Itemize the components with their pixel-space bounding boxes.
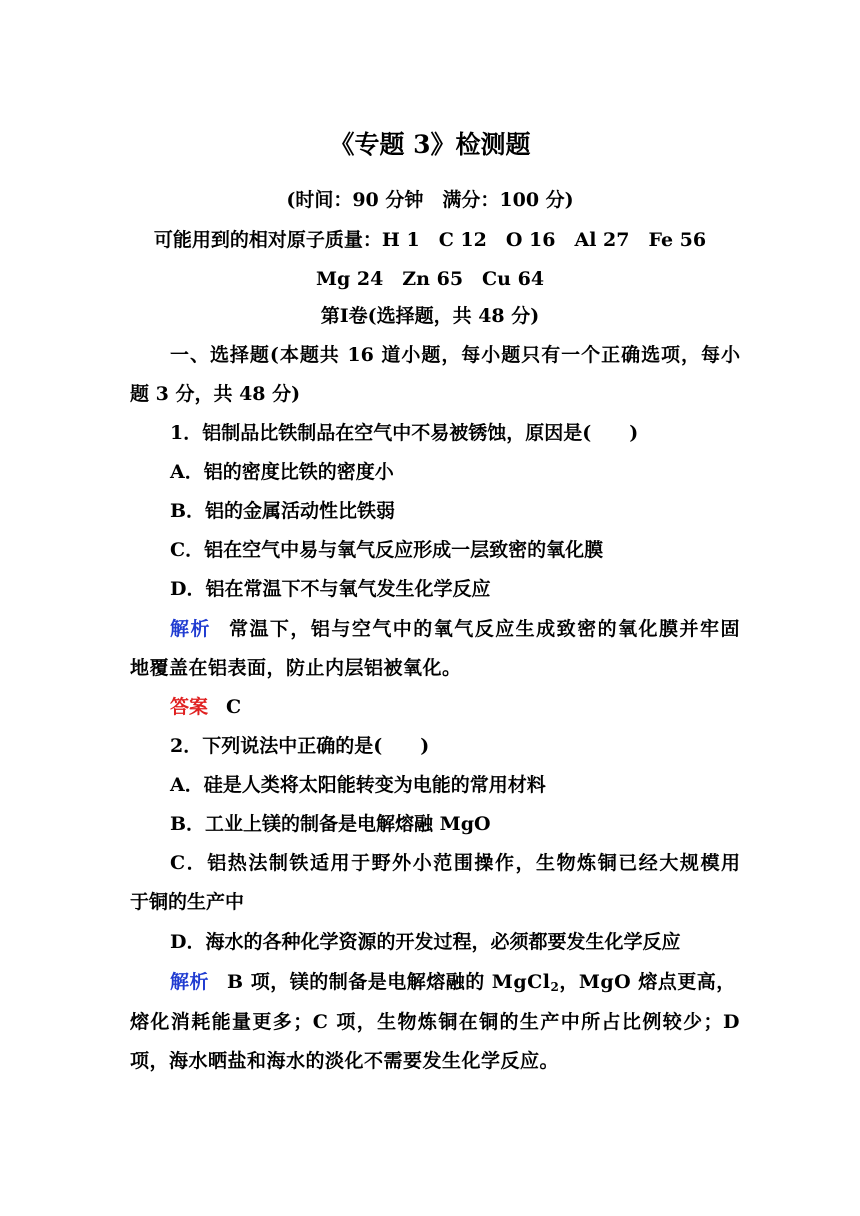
section-heading-line-2: 题 3 分，共 48 分)	[130, 383, 301, 405]
question-1-answer	[170, 695, 740, 719]
subscript: 2	[550, 980, 560, 994]
question-1-option-c: C．铝在空气中易与氧气反应形成一层致密的氧化膜	[170, 539, 604, 561]
analysis-label: 解析	[170, 971, 210, 993]
question-2-analysis-line-1	[170, 970, 740, 994]
page-title: 《专题 3》检测题	[329, 130, 531, 159]
answer-value: C	[226, 696, 242, 718]
analysis-text: 常温下，铝与空气中的氧气反应生成致密的氧化膜并牢固	[228, 618, 740, 640]
analysis-text-a: B 项，镁的制备是电解熔融的 MgCl	[227, 971, 551, 993]
question-2-analysis-line-3: 项，海水晒盐和海水的淡化不需要发生化学反应。	[130, 1050, 560, 1072]
question-1-stem: 1．铝制品比铁制品在空气中不易被锈蚀，原因是( )	[170, 422, 639, 444]
question-1-option-d: D．铝在常温下不与氧气发生化学反应	[170, 578, 491, 600]
question-2-option-b: B．工业上镁的制备是电解熔融 MgO	[170, 813, 491, 835]
question-1-option-b: B．铝的金属活动性比铁弱	[170, 500, 396, 522]
question-2-option-d: D．海水的各种化学资源的开发过程，必须都要发生化学反应	[170, 931, 681, 953]
question-2-stem: 2．下列说法中正确的是( )	[170, 735, 430, 757]
time-info: (时间：90 分钟 满分：100 分)	[286, 189, 574, 211]
analysis-text-b: ，MgO 熔点更高，	[559, 971, 736, 993]
analysis-label: 解析	[170, 618, 211, 640]
question-2-option-a: A．硅是人类将太阳能转变为电能的常用材料	[170, 774, 546, 796]
question-2-option-c-line-1: C．铝热法制铁适用于野外小范围操作，生物炼铜已经大规模用	[170, 852, 740, 874]
volume-heading: 第Ⅰ卷(选择题，共 48 分)	[320, 305, 540, 327]
answer-label: 答案	[170, 696, 209, 718]
atomic-mass-line-2: Mg 24 Zn 65 Cu 64	[315, 268, 545, 290]
question-2-option-c-line-2: 于铜的生产中	[130, 891, 245, 913]
question-1-analysis-line-1	[170, 617, 740, 641]
question-1-option-a: A．铝的密度比铁的密度小	[170, 461, 394, 483]
question-2-analysis-line-2: 熔化消耗能量更多；C 项，生物炼铜在铜的生产中所占比例较少；D	[130, 1011, 740, 1033]
section-heading-line-1: 一、选择题(本题共 16 道小题，每小题只有一个正确选项，每小	[170, 344, 740, 366]
question-1-analysis-line-2: 地覆盖在铝表面，防止内层铝被氧化。	[130, 657, 462, 679]
atomic-mass-line-1: 可能用到的相对原子质量：H 1 C 12 O 16 Al 27 Fe 56	[153, 229, 707, 251]
